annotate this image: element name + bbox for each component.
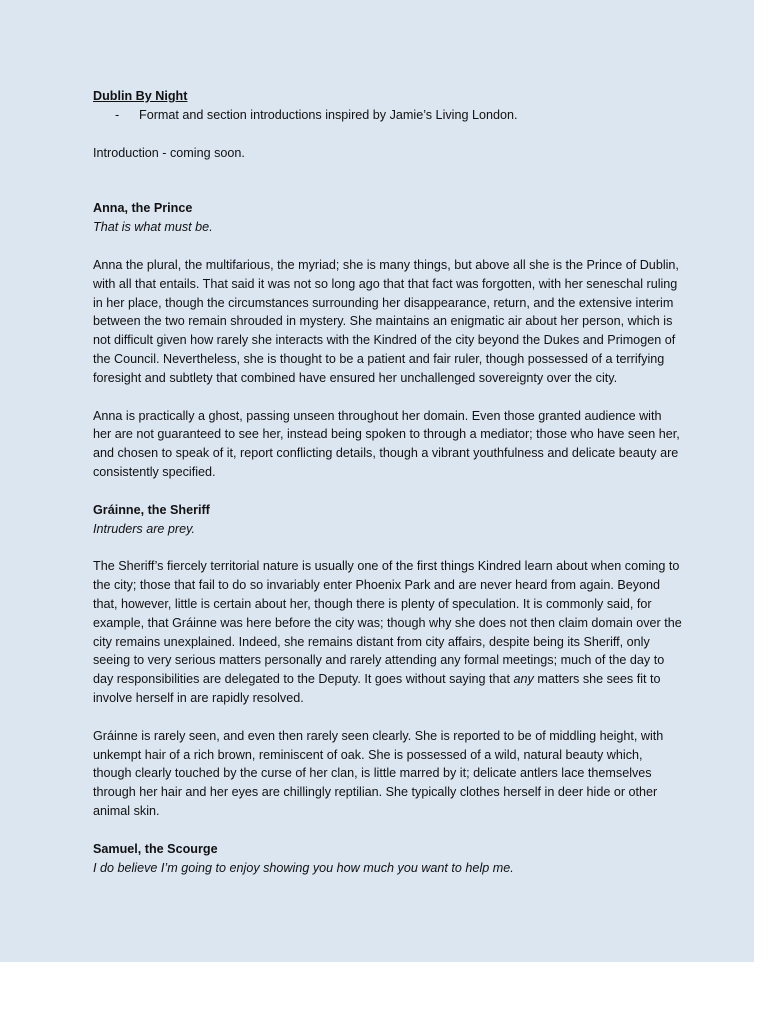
section-grainne: [93, 501, 683, 821]
credit-note-text: Format and section introductions inspired by Jamie’s Living London.: [139, 107, 518, 122]
section-samuel: [93, 840, 683, 878]
document-title: Dublin By Night: [93, 89, 188, 103]
credit-note: [93, 106, 683, 125]
section-paragraph: Gráinne is rarely seen, and even then rarely seen clearly. She is reported to be of middling height, with unkempt hair of a rich brown, reminiscent of oak. She is possessed of a wild, natural beauty which, though clearly touched by the curse of her clan, is little marred by it; delicate antlers lace themselves through her hair and her eyes are chillingly reptilian. She typically clothes herself in deer hide or other animal skin.: [93, 728, 664, 818]
section-quote: That is what must be.: [93, 220, 213, 235]
section-quote: I do believe I’m going to enjoy showing you how much you want to help me.: [93, 860, 514, 875]
introduction-line: Introduction - coming soon.: [93, 145, 245, 160]
emphasis-text: any: [513, 672, 534, 687]
section-heading: Gráinne, the Sheriff: [93, 502, 210, 517]
section-anna: [93, 199, 683, 481]
section-paragraph: Anna is practically a ghost, passing unseen throughout her domain. Even those granted audience with her are not guaranteed to see her, instead being spoken to through a mediator; those who have seen her, and chosen to speak of it, report conflicting details, though a vibrant youthfulness and delicate beauty are consistently specified.: [93, 408, 680, 479]
section-heading: Anna, the Prince: [93, 201, 193, 216]
document-body: [93, 87, 683, 877]
section-paragraph: Anna the plural, the multifarious, the myriad; she is many things, but above all she is the Prince of Dublin, with all that entails. That said it was not so long ago that that fact was forgotten, with her seneschal ruling in her place, though the circumstances surrounding her disappearance, return, and the extensive interim between the two remain shrouded in mystery. She maintains an enigmatic air about her person, which is not difficult given how rarely she interacts with the Kindred of the city beyond the Dukes and Primogen of the Council. Nevertheless, she is thought to be a patient and fair ruler, though possessed of a terrifying foresight and subtlety that combined have ensured her unchallenged sovereignty over the city.: [93, 257, 679, 385]
paragraph-text: The Sheriff’s fiercely territorial nature is usually one of the first things Kindred learn about when coming to the city; those that fail to do so invariably enter Phoenix Park and are never heard from again. Beyond that, however, little is certain about her, though there is plenty of speculation. It is commonly said, for example, that Gráinne was here before the city was; though why she does not then claim domain over the city remains unexplained. Indeed, she remains distant from city affairs, despite being its Sheriff, only seeing to very serious matters personally and rarely attending any formal meetings; much of the day to day responsibilities are delegated to the Deputy. It goes without saying that: [93, 559, 682, 687]
paragraph-text: matters she sees fit to involve herself in are rapidly resolved.: [93, 672, 661, 705]
section-quote: Intruders are prey.: [93, 521, 195, 536]
section-paragraph: [93, 557, 683, 707]
section-heading: Samuel, the Scourge: [93, 841, 218, 856]
bullet-dash: -: [115, 107, 120, 122]
